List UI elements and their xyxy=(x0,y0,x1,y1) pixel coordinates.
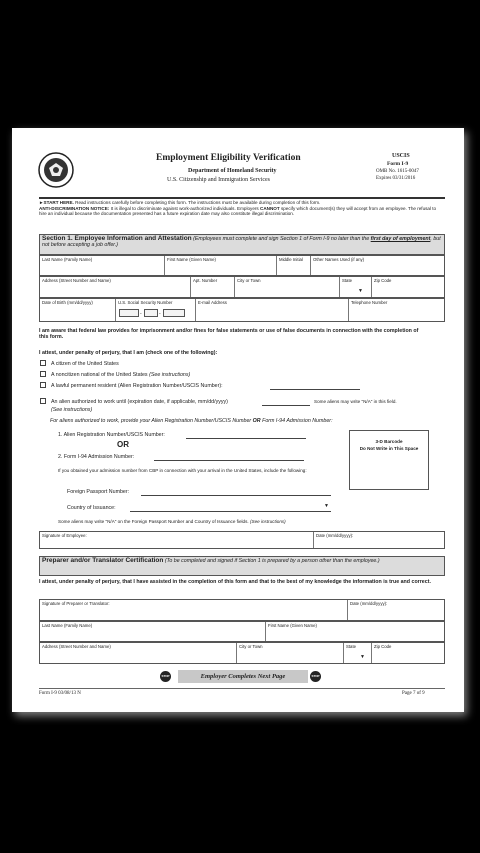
country-label: Country of Issuance: xyxy=(67,505,116,511)
page-number: Page 7 of 9 xyxy=(402,691,425,696)
ssn-field[interactable]: U.S. Social Security Number - - xyxy=(116,299,196,321)
preparer-sig-row xyxy=(39,599,445,621)
preparer-date-field[interactable]: Date (mm/dd/yyyy): xyxy=(350,601,388,606)
stop-sign-icon: STOP xyxy=(160,671,171,682)
employee-date-field[interactable]: Date (mm/dd/yyyy): xyxy=(316,533,354,538)
permanent-resident-label: A lawful permanent resident (Alien Registration Number/USCIS Number): xyxy=(51,383,223,389)
employee-name-row: Last Name (Family Name) First Name (Given Name) Middle Initial Other Names Used (if any) xyxy=(39,255,445,276)
barcode-box: 3-D Barcode Do Not Write in This Space xyxy=(349,430,429,490)
omb-number: OMB No. 1615-0047 xyxy=(376,169,419,174)
preparer-header: Preparer and/or Translator Certification (To be completed and signed if Section 1 is prepared by a person other than the employee.) xyxy=(39,556,445,576)
form-footer-id: Form I-9 03/08/13 N xyxy=(39,691,81,696)
preparer-name-row xyxy=(39,621,445,642)
email-field[interactable]: E-mail Address xyxy=(196,299,349,321)
state-select[interactable]: State ▼ xyxy=(340,277,372,297)
na-note: Some aliens may write "N/A" in this field. xyxy=(314,399,397,404)
alien-reg-label: 1. Alien Registration Number/USCIS Number: xyxy=(58,432,165,438)
preparer-attest: I attest, under penalty of perjury, that I have assisted in the completion of this form and that to the best of my knowledge the information is true and correct. xyxy=(39,579,431,585)
preparer-first-name-field[interactable]: First Name (Given Name) xyxy=(268,623,317,628)
chevron-down-icon: ▼ xyxy=(358,288,363,294)
dob-ssn-row xyxy=(39,298,445,322)
city-field[interactable]: City or Town xyxy=(235,277,340,297)
dob-field[interactable]: Date of Birth (mm/dd/yyyy) xyxy=(40,299,116,321)
permanent-resident-checkbox[interactable] xyxy=(40,382,46,388)
next-page-banner: Employer Completes Next Page xyxy=(178,670,308,683)
i94-input[interactable] xyxy=(154,460,304,461)
alien-authorized-checkbox[interactable] xyxy=(40,398,46,404)
noncitizen-national-checkbox[interactable] xyxy=(40,371,46,377)
agency-name: U.S. Citizenship and Immigration Services xyxy=(167,177,270,183)
passport-input[interactable] xyxy=(141,495,331,496)
preparer-city-field[interactable]: City or Town xyxy=(237,643,344,663)
address-row xyxy=(39,276,445,298)
citizen-checkbox[interactable] xyxy=(40,360,46,366)
alien-authorized-label: An alien authorized to work until (expiration date, if applicable, mm/dd/yyyy) xyxy=(51,399,228,405)
aware-statement: I am aware that federal law provides for imprisonment and/or fines for false statements or use of false documents in connection with the completion of this form. xyxy=(39,328,419,341)
alien-reg-input[interactable] xyxy=(186,438,306,439)
start-notice: ►START HERE. Read instructions carefully before completing this form. The instructions must be available during completion of this form. ANTI-DISCRIMINATION NOTICE: It is illegal to discriminate against work-authorized individuals. Employers CANNOT specify which document(s) they will accept from an employee. The refusal to hire an individual because the documentation presented has a future expiration date may also constitute illegal discrimination. xyxy=(39,200,437,217)
alien-number-input[interactable] xyxy=(270,389,360,390)
country-select[interactable] xyxy=(130,511,331,512)
attest-statement: I attest, under penalty of perjury, that I am (check one of the following): xyxy=(39,350,218,356)
chevron-down-icon: ▼ xyxy=(360,654,365,660)
stop-sign-icon: STOP xyxy=(310,671,321,682)
first-name-field[interactable]: First Name (Given Name) xyxy=(165,256,277,275)
cbp-note: If you obtained your admission number from CBP in connection with your arrival in the United States, include the following: xyxy=(58,468,307,473)
preparer-last-name-field[interactable]: Last Name (Family Name) xyxy=(40,622,266,641)
preparer-state-select[interactable]: State ▼ xyxy=(344,643,372,663)
or-label: OR xyxy=(117,440,129,449)
form-page xyxy=(12,128,464,712)
chevron-down-icon: ▼ xyxy=(324,503,329,509)
form-number: Form I-9 xyxy=(387,161,409,167)
passport-label: Foreign Passport Number: xyxy=(67,489,130,495)
form-title: Employment Eligibility Verification xyxy=(156,153,301,163)
aliens-note: For aliens authorized to work, provide your Alien Registration Number/USCIS Number OR Form I-94 Admission Number: xyxy=(50,418,333,424)
expiration-date-input[interactable] xyxy=(262,405,310,406)
zip-field[interactable]: Zip Code xyxy=(374,278,392,283)
address-field[interactable]: Address (Street Number and Name) xyxy=(40,277,191,297)
telephone-field[interactable]: Telephone Number xyxy=(351,300,388,305)
apt-field[interactable]: Apt. Number xyxy=(191,277,235,297)
dept-name: Department of Homeland Security xyxy=(188,168,277,174)
i94-label: 2. Form I-94 Admission Number: xyxy=(58,454,135,460)
citizen-label: A citizen of the United States xyxy=(51,361,119,367)
noncitizen-label: A noncitizen national of the United States (See instructions) xyxy=(51,372,191,378)
other-names-field[interactable]: Other Names Used (if any) xyxy=(313,257,365,262)
na-passport-note: Some aliens may write "N/A" on the Foreign Passport Number and Country of Issuance fields. (See instructions) xyxy=(58,519,286,524)
preparer-address-row xyxy=(39,642,445,664)
employee-signature-field[interactable]: Signature of Employee: xyxy=(40,532,314,548)
middle-initial-field[interactable]: Middle Initial xyxy=(277,256,311,275)
see-instructions: (See instructions) xyxy=(51,407,93,413)
agency-code: USCIS xyxy=(392,153,410,159)
preparer-address-field[interactable]: Address (Street Number and Name) xyxy=(40,643,237,663)
preparer-zip-field[interactable]: Zip Code xyxy=(374,644,392,649)
dhs-seal-icon xyxy=(38,152,74,188)
section1-header: Section 1. Employee Information and Attestation (Employees must complete and sign Section 1 of Form I-9 no later than the first day of employment, but not before accepting a job offer.) xyxy=(39,234,445,255)
expiration: Expires 03/31/2016 xyxy=(376,176,416,181)
employee-signature-row xyxy=(39,531,445,549)
preparer-signature-field[interactable]: Signature of Preparer or Translator: xyxy=(40,600,348,620)
